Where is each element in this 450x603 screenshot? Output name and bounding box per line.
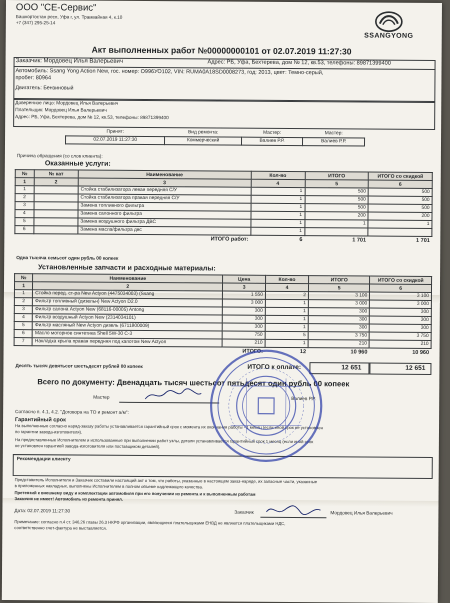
services-cell: 500 — [368, 188, 432, 196]
parts-col-price: Цена — [223, 275, 266, 283]
services-cell: 500 — [305, 204, 369, 212]
services-cell: 1 — [15, 186, 34, 194]
customer-signature — [264, 502, 322, 518]
parts-colnum: 1 — [14, 282, 32, 290]
closing-p1: Представитель Исполнителя и Заказчик составили настоящий акт о том, что работы, указанные в настоящем заказ-наряде, их запасные части, указанные — [14, 477, 318, 485]
services-title: Оказанные услуги: — [44, 160, 111, 168]
services-cell: 2 — [15, 194, 34, 202]
services-cell: 500 — [368, 196, 432, 204]
parts-cell: 6 — [14, 330, 32, 338]
services-cell: 1 — [251, 195, 305, 203]
parts-cell: 1 — [265, 323, 308, 331]
meta-master: Валиев Р.Р. — [241, 137, 303, 145]
services-col-qty: Кол-во — [251, 171, 305, 179]
company-name: ООО "СЕ-Сервис" — [15, 2, 97, 14]
services-col-cat: № кат — [34, 170, 78, 178]
parts-title: Установленные запчасти и расходные материалы: — [38, 264, 216, 273]
parts-cell: 750 — [222, 331, 265, 339]
warranty-p1b: по гарантии завода-изготовителя). — [14, 429, 83, 435]
parts-cell: 300 — [370, 316, 432, 324]
parts-cell: 1 — [265, 299, 308, 307]
parts-cell: 1 — [265, 307, 308, 315]
pay-label: ИТОГО к оплате: — [247, 363, 302, 372]
note-line2: соответственно счет-фактура не выставляется. — [14, 525, 107, 531]
agreement-text: Согласно п. 4.1, 4.2. "Договора на ТО и ремонт а/м": — [15, 409, 129, 415]
parts-cell: 300 — [370, 308, 432, 316]
parts-cell: 7 — [14, 338, 32, 346]
parts-cell: 1 — [265, 339, 308, 347]
meta-table — [65, 128, 365, 146]
services-col-no: № — [15, 170, 34, 178]
meta-master2: Валиев Р.Р. — [303, 138, 365, 146]
parts-cell: 3 000 — [223, 299, 266, 307]
meta-header-type: Вид ремонта: — [188, 130, 219, 136]
services-colnum: 1 — [15, 178, 34, 186]
company-stamp — [207, 346, 326, 465]
services-cell: 6 — [15, 226, 34, 234]
services-col-name: Наименование — [78, 170, 251, 179]
parts-cell: 210 — [308, 340, 369, 348]
services-cell: 500 — [305, 196, 369, 204]
engine-type: Двигатель: Бензиновый — [15, 85, 74, 92]
parts-col-total: ИТОГО — [309, 276, 370, 284]
meta-header-master2: Мастер: — [324, 131, 343, 137]
parts-cell: 3 750 — [308, 332, 369, 340]
services-cell: 1 — [251, 219, 305, 227]
parts-colnum: 3 — [223, 283, 266, 291]
services-colnum: 4 — [251, 179, 305, 187]
services-cell: Замена масла/фильтра двс — [78, 226, 251, 235]
meta-type: Коммерческий — [165, 137, 241, 146]
parts-cell: Стойка перед. ст-ра New Actyon (4475034003) (Ssang — [33, 290, 223, 299]
meta-received: 02.07.2019 11:27:30 — [65, 136, 165, 145]
parts-colnum: 5 — [308, 284, 369, 292]
services-total-label: ИТОГО работ: — [210, 235, 249, 243]
services-colnum: 6 — [368, 180, 432, 188]
master-signature — [143, 387, 203, 403]
parts-cell: Фильтр салона Actyon New (68116-00005) Antong — [33, 306, 223, 315]
parts-cell: 300 — [223, 315, 266, 323]
note-line1: Примечание: согласно п.4 ст. 346.26 главы 26.3 НКРФ организации, являющиеся плательщиками ЕНВД не являются плательщиками НДС, — [14, 519, 286, 526]
parts-cell: 2 — [265, 291, 308, 299]
services-cell: 200 — [368, 212, 432, 220]
brand-logo — [362, 10, 416, 39]
warranty-p2b: не установлен гарантией завода-изготовителя или поставщиком деталей). — [14, 443, 161, 450]
car-mileage: пробег: 80964 — [15, 75, 52, 82]
meta-header-master: Мастер: — [263, 130, 282, 136]
parts-cell: 3 000 — [370, 300, 432, 308]
parts-cell: 3 — [14, 306, 32, 314]
services-total-sum: 1 701 — [352, 236, 367, 244]
customer-sign-name: Мордовец Илья Валерьевич — [330, 510, 393, 516]
services-colnum: 3 — [78, 178, 251, 187]
parts-col-no: № — [15, 274, 33, 282]
parts-col-discount: ИТОГО со скидкой — [370, 276, 432, 284]
trusted-person: Доверенное лицо: Мордовец Илья Валерьевич — [15, 100, 119, 106]
meta-header-received: Принят: — [106, 129, 125, 135]
services-cell: Стойка стабилизатора левая передняя С/У — [78, 186, 251, 195]
parts-colnum: 2 — [33, 282, 223, 291]
warranty-p2: На предоставленные Исполнителем и использованные при выполнении работ узлы, детали устанавливается гарантийный срок 1 месяц (если иной срок — [14, 437, 314, 445]
services-cell: 1 — [251, 203, 305, 211]
pay-amount: 12 651 — [341, 364, 362, 372]
services-total-discount: 1 701 — [416, 237, 430, 244]
parts-cell: 3 100 — [370, 292, 432, 300]
customer-name: Заказчик: Мордовец Илья Валерьевич — [15, 58, 124, 65]
parts-cell: 300 — [308, 308, 369, 316]
parts-cell: 300 — [223, 307, 266, 315]
warranty-p1: На выполненные согласно наряд-заказу работы устанавливается гарантийный срок с момента их окончания работы - 1 месяц (если иной срок не установлен — [15, 423, 323, 431]
ssangyong-emblem-icon — [374, 11, 404, 33]
parts-cell: 300 — [308, 324, 369, 332]
parts-cell: 3 100 — [308, 292, 369, 300]
parts-cell: Фильтр топливный (дизельн) New Actyon D2.0 — [33, 298, 223, 307]
warranty-title: Гарантийный срок — [15, 417, 66, 424]
services-cell: Замена топливного фильтра — [78, 202, 251, 211]
services-cell: Стойка стабилизатора правая передняя С/У — [78, 194, 251, 203]
parts-cell: 4 — [14, 314, 32, 322]
parts-cell: 300 — [308, 316, 369, 324]
closing-p1b: в приложенных накладных, выполнены Исполнителем в полном объеме надлежащего качества. — [14, 483, 203, 490]
services-table — [14, 169, 432, 244]
parts-cell: 2 — [14, 298, 32, 306]
payer-address: Адрес: РБ, Уфа, Бехтерева, дом № 12, кв.53, телефоны: 89871399400 — [15, 114, 169, 121]
company-phone: +7 (347) 295-25-14 — [15, 20, 56, 26]
master-sign-label: Мастер — [93, 394, 110, 400]
car-info: Автомобиль: Ssang Yong Action New, гос. номер: О996УО102, VIN: RUMA0A18SD0008273, год: 2013, цвет: Темно-серый, — [15, 68, 324, 77]
parts-total-words: Десять тысяч девятьсот шестьдесят рублей 00 копеек — [15, 363, 143, 369]
company-address: Башкортостан респ, Уфа г, ул. Трамвайная 4, к.10 — [15, 14, 123, 20]
parts-cell: 5 — [265, 331, 308, 339]
closing-p2: Претензий к внешнему виду и комплектации автомобиля при его получении из ремонта и к выполненным работам — [14, 490, 256, 497]
services-col-total: ИТОГО — [305, 172, 369, 180]
parts-cell: 3 000 — [308, 300, 369, 308]
document-title: Акт выполненных работ №00000000101 от 02.07.2019 11:27:30 — [91, 44, 352, 57]
services-cell: 1 — [368, 220, 432, 228]
parts-cell: Масло моторное синтетика Shell 5W-30 C-3 — [32, 330, 222, 339]
recommend-label: Рекомендации клиенту — [16, 456, 71, 462]
services-colnum: 5 — [305, 180, 369, 188]
brand-name: SSANGYONG — [364, 32, 414, 40]
master-sign-name: Валиев Р.Р. — [291, 396, 316, 402]
payer: Плательщик: Мордовец Илья Валерьевич — [15, 107, 107, 113]
parts-total-label: ИТОГО: — [242, 348, 264, 355]
parts-cell: Фильтр масляный New Actyon дизель (6711800009) — [32, 322, 222, 331]
services-cell: 1 — [251, 227, 305, 235]
services-total-words: Одна тысяча семьсот один рубль 00 копеек — [16, 255, 119, 261]
parts-table — [14, 273, 433, 356]
parts-cell: 1 550 — [223, 291, 266, 299]
parts-cell: Фильтр воздушный Actyon New (2314034101) — [33, 314, 223, 323]
parts-col-name: Наименование — [33, 274, 223, 283]
services-cell: Замена воздушного фильтра ДВС — [78, 218, 251, 227]
parts-total-discount: 10 960 — [412, 349, 430, 356]
parts-cell: 300 — [370, 324, 432, 332]
services-cell: 500 — [305, 188, 369, 196]
customer-address: Адрес: РБ, Уфа, Бехтерева, дом № 12, кв.53, телефоны: 89871399400 — [207, 59, 391, 67]
services-cell: 3 — [15, 202, 34, 210]
customer-sign-label: Заказчик — [234, 509, 254, 515]
services-cell: 200 — [305, 212, 369, 220]
services-cell: 1 — [304, 220, 368, 228]
services-cell: Замена салонного фильтра — [78, 210, 251, 219]
parts-col-qty: Кол-во — [265, 275, 308, 283]
parts-colnum: 4 — [265, 283, 308, 291]
services-cell: 5 — [15, 218, 34, 226]
parts-cell: 1 — [14, 290, 32, 298]
services-total-qty: 6 — [299, 236, 303, 243]
parts-cell: 3 750 — [369, 332, 431, 340]
services-colnum: 2 — [34, 178, 78, 186]
parts-colnum: 6 — [370, 284, 432, 292]
parts-cell: 1 — [265, 315, 308, 323]
parts-cell: Накладка крыла правая передняя под капотом New Actyon — [32, 338, 222, 347]
parts-cell: 210 — [222, 339, 265, 347]
services-cell: 1 — [251, 187, 305, 195]
services-col-discount: ИТОГО со скидкой — [368, 172, 432, 180]
services-cell: 1 — [251, 211, 305, 219]
services-cell: 4 — [15, 210, 34, 218]
parts-total-sum: 10 960 — [350, 348, 368, 356]
closing-p2b: Заказчик не имеет! Автомобиль из ремонта принял. — [14, 496, 124, 502]
parts-cell: 5 — [14, 322, 32, 330]
pay-amount-discount: 12 651 — [405, 364, 426, 372]
parts-total-qty: 12 — [299, 348, 307, 355]
services-cell: 500 — [368, 204, 432, 212]
parts-cell: 300 — [223, 323, 266, 331]
date-line: Дата: 02.07.2019 11:27:30 — [14, 508, 71, 514]
pay-words: Всего по документу: Двенадцать тысяч шестьсот пятьдесят один рубль 00 копеек — [37, 377, 350, 389]
parts-cell: 210 — [369, 340, 431, 348]
reason-label: Причина обращения (со слов клиента): — [16, 153, 103, 159]
act-document — [2, 0, 442, 603]
